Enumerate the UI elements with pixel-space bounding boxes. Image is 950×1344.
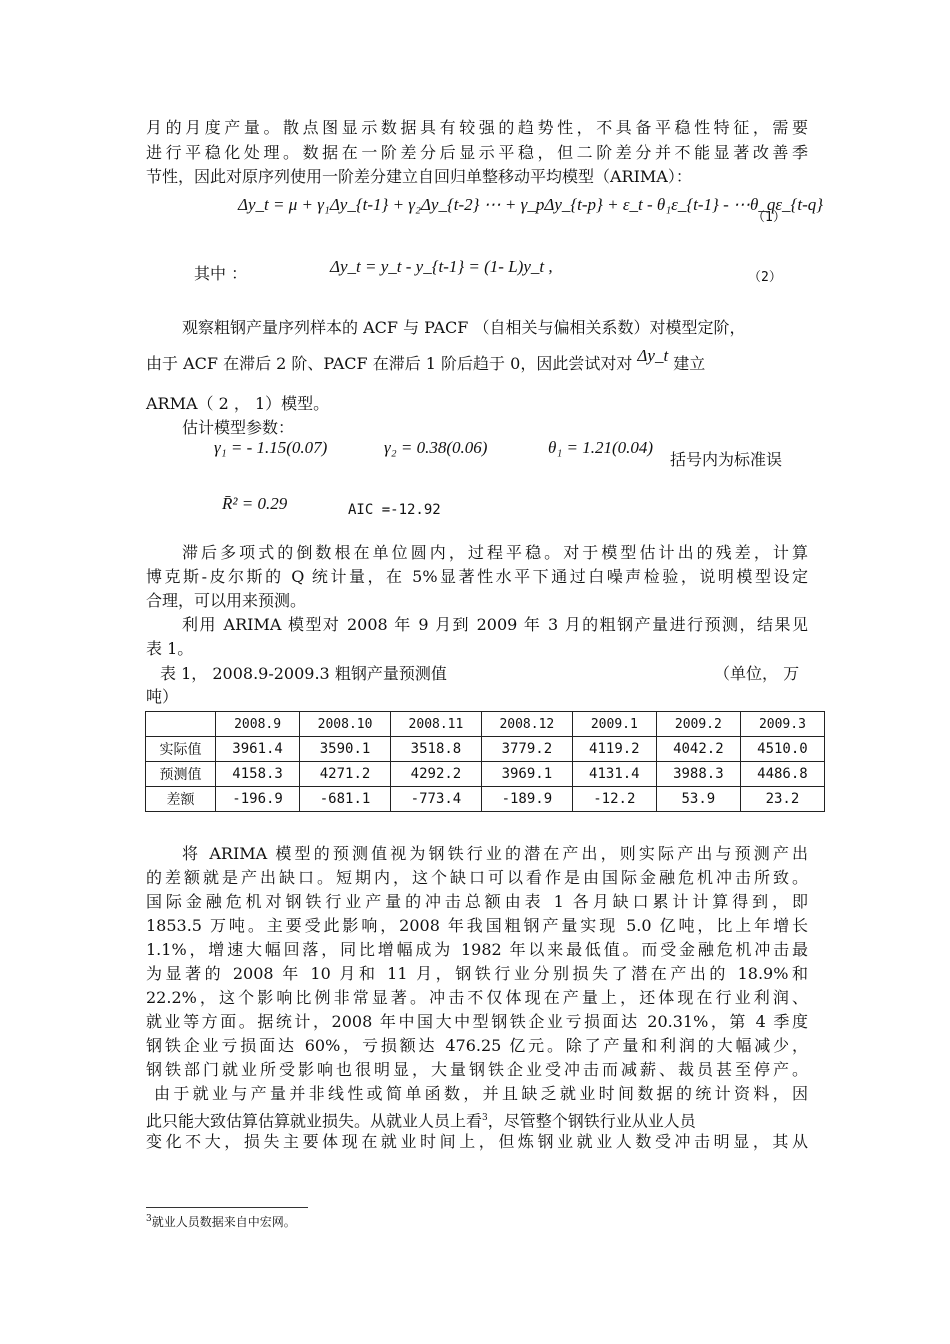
table-cell: 4510.0: [740, 737, 824, 762]
table-cell: -196.9: [216, 787, 300, 812]
table-caption: 表 1， 2008.9-2009.3 粗钢产量预测值: [160, 664, 447, 683]
text-line: 由于就业与产量并非线性或简单函数，并且缺乏就业时间数据的统计资料，因: [154, 1084, 808, 1103]
table-cell: 53.9: [656, 787, 740, 812]
text-line: 月的月度产量。散点图显示数据具有较强的趋势性，不具备平稳性特征，需要: [146, 118, 808, 137]
table-unit-cont: 吨）: [146, 687, 179, 706]
equation-2-text: Δy_t = y_t - y_{t-1} = (1- L)y_t ,: [330, 257, 553, 276]
text-line: 估计模型参数：: [182, 418, 295, 437]
param-theta1: θ₁ = 1.21(0.04): [548, 438, 654, 457]
table-cell: 实际值: [146, 737, 216, 762]
text-line: 利用 ARIMA 模型对 2008 年 9 月到 2009 年 3 月的粗钢产量进行预测，结果见: [182, 615, 808, 634]
text-line: 节性，因此对原序列使用一阶差分建立自回归单整移动平均模型（ARIMA）：: [146, 167, 692, 186]
text-line: 滞后多项式的倒数根在单位圆内，过程平稳。对于模型估计出的残差，计算: [182, 543, 808, 562]
equation-1-number: （1）: [752, 210, 786, 225]
table-cell: -189.9: [481, 787, 572, 812]
equation-2: [330, 257, 553, 277]
table-header-cell: 2008.10: [300, 712, 391, 737]
text-line: 就业等方面。据统计，2008 年中国大中型钢铁企业亏损面达 20.31%，第 4 季度: [146, 1012, 808, 1031]
text-line: 博克斯-皮尔斯的 Q 统计量，在 5%显著性水平下通过白噪声检验，说明模型设定: [146, 567, 808, 586]
table-cell: 4292.2: [391, 762, 482, 787]
table-header-cell: [146, 712, 216, 737]
param-gamma1: γ₁ = - 1.15(0.07): [214, 438, 328, 457]
text-line: 钢铁企业亏损面达 60%，亏损额达 476.25 亿元。除了产量和利润的大幅减少，: [146, 1036, 808, 1055]
text-line: 1.1%，增速大幅回落，同比增幅成为 1982 年以来最低值。而受金融危机冲击最: [146, 940, 808, 959]
text-line: 为显著的 2008 年 10 月和 11 月，钢铁行业分别损失了潜在产出的 18.9%和: [146, 964, 808, 983]
text-span: 建立: [673, 354, 706, 373]
text-line: 将 ARIMA 模型的预测值视为钢铁行业的潜在产出，则实际产出与预测产出: [182, 844, 808, 863]
equation-2-prefix: 其中 ：: [194, 264, 248, 283]
text-line: 合理，可以用来预测。: [146, 591, 307, 610]
table-cell: 4131.4: [572, 762, 656, 787]
forecast-table: [145, 711, 825, 812]
table-cell: 4271.2: [300, 762, 391, 787]
table-header-row: [146, 712, 825, 737]
footnote-text: 就业人员数据来自中宏网。: [151, 1215, 296, 1229]
equation-1: [238, 195, 823, 215]
text-line: 22.2%，这个影响比例非常显著。冲击不仅体现在产量上，还体现在行业利润、: [146, 988, 808, 1007]
table-header-cell: 2008.9: [216, 712, 300, 737]
table-row: [146, 787, 825, 812]
table-cell: -681.1: [300, 787, 391, 812]
text-line: 的差额就是产出缺口。短期内，这个缺口可以看作是由国际金融危机冲击所致。: [146, 868, 808, 887]
text-line: 钢铁部门就业所受影响也很明显，大量钢铁企业受冲击而减薪、裁员甚至停产。: [146, 1060, 808, 1079]
table-cell: 4119.2: [572, 737, 656, 762]
table-header-cell: 2008.12: [481, 712, 572, 737]
table-header-cell: 2009.2: [656, 712, 740, 737]
table-row: [146, 737, 825, 762]
text-line: 变化不大，损失主要体现在就业时间上，但炼钢业就业人数受冲击明显，其从: [146, 1132, 808, 1151]
inline-delta-y: Δy_t: [637, 346, 669, 365]
table-cell: 3518.8: [391, 737, 482, 762]
table-cell: -773.4: [391, 787, 482, 812]
text-span: 由于 ACF 在滞后 2 阶、PACF 在滞后 1 阶后趋于 0，因此尝试对对: [146, 354, 633, 373]
table-unit: （单位， 万: [714, 664, 800, 683]
text-span: 此只能大致估算估算就业损失。从就业人员上看: [146, 1111, 483, 1131]
table-cell: 4042.2: [656, 737, 740, 762]
text-line: [146, 346, 706, 376]
table-cell: 3969.1: [481, 762, 572, 787]
text-line: 1853.5 万吨。主要受此影响，2008 年我国粗钢产量实现 5.0 亿吨，比上年增长: [146, 916, 808, 935]
table-header-cell: 2009.1: [572, 712, 656, 737]
table-row: [146, 762, 825, 787]
equation-2-number: （2）: [748, 270, 782, 285]
table-cell: 3590.1: [300, 737, 391, 762]
text-line: 表 1。: [146, 639, 194, 658]
table-cell: 4158.3: [216, 762, 300, 787]
param-aic: AIC =-12.92: [348, 502, 441, 518]
param-r2: R̄² = 0.29: [222, 494, 288, 513]
footnote-mark: 3: [146, 1214, 152, 1224]
text-span: ，尽管整个钢铁行业从业人员: [487, 1111, 696, 1131]
table-cell: -12.2: [572, 787, 656, 812]
text-line: 国际金融危机对钢铁行业产量的冲击总额由表 1 各月缺口累计计算得到，即: [146, 892, 808, 911]
table-header-cell: 2008.11: [391, 712, 482, 737]
equation-1-text: Δy_t = μ + γ₁Δy_{t-1} + γ₂Δy_{t-2} ⋯ + γ_pΔy_{t-p} + ε_t - θ₁ε_{t-1} - ⋯θ_qε_{t-q}: [238, 195, 824, 214]
param-note: 括号内为标准误: [670, 450, 783, 469]
text-line: 进行平稳化处理。数据在一阶差分后显示平稳，但二阶差分并不能显著改善季: [146, 143, 808, 162]
footnote-rule: [146, 1207, 308, 1208]
text-line: ARMA（ 2 ， 1）模型。: [146, 394, 330, 413]
table-cell: 差额: [146, 787, 216, 812]
table-cell: 23.2: [740, 787, 824, 812]
table-cell: 3779.2: [481, 737, 572, 762]
table-cell: 预测值: [146, 762, 216, 787]
table-header-cell: 2009.3: [740, 712, 824, 737]
text-line: 观察粗钢产量序列样本的 ACF 与 PACF （自相关与偏相关系数）对模型定阶，: [182, 318, 746, 337]
footnote: [146, 1213, 296, 1230]
table-cell: 3961.4: [216, 737, 300, 762]
table-cell: 3988.3: [656, 762, 740, 787]
table-cell: 4486.8: [740, 762, 824, 787]
param-gamma2: γ₂ = 0.38(0.06): [384, 438, 488, 457]
footnote-ref: 3: [482, 1113, 488, 1123]
